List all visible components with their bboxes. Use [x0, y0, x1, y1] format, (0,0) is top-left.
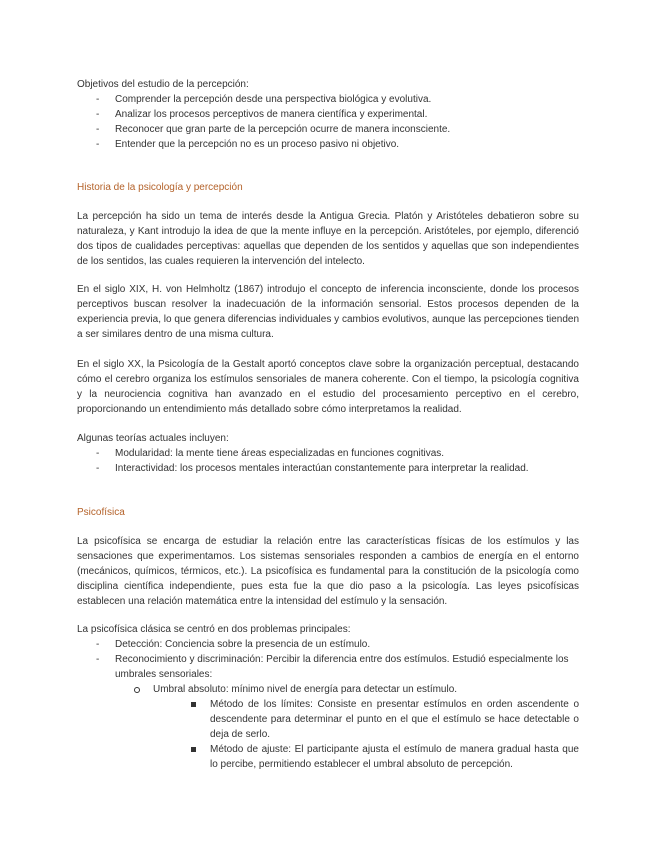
methods-list: [153, 697, 579, 772]
list-item: - Analizar los procesos perceptivos de manera científica y experimental.: [77, 107, 579, 122]
list-item: Método de los límites: Consiste en presentar estímulos en orden ascendente o descendente para determinar el punto en el que el estímulo se hace detectable o deja de serlo.: [191, 697, 579, 742]
paragraph: La percepción ha sido un tema de interés desde la Antigua Grecia. Platón y Aristóteles debatieron sobre su naturaleza, y Kant introdujo la idea de que la mente influye en la percepción. Aristóteles, por ejemplo, diferenció dos tipos de cualidades perceptivas: aquellas que dependen de los sentidos y aquellas que son independientes de los sentidos, las cuales requieren la intervención del intelecto.: [77, 211, 579, 267]
paragraph: En el siglo XX, la Psicología de la Gestalt aportó conceptos clave sobre la organización perceptual, destacando cómo el cerebro organiza los estímulos sensoriales de manera coherente. Con el tiempo, la psicología cognitiva y la neurociencia cognitiva han avanzado en el estudio del procesamiento perceptivo en el cerebro, proporcionando un entendimiento más detallado sobre cómo interpretamos la realidad.: [77, 359, 579, 415]
problems-section: [77, 622, 579, 772]
history-paragraph-2: [77, 282, 579, 342]
list-item: - Modularidad: la mente tiene áreas especializadas en funciones cognitivas.: [77, 446, 579, 461]
psychophysics-heading-block: [77, 505, 579, 520]
psychophysics-paragraph: [77, 534, 579, 609]
threshold-text: Umbral absoluto: mínimo nivel de energía para detectar un estímulo.: [153, 684, 458, 695]
history-paragraph-1: [77, 209, 579, 269]
theories-intro: Algunas teorías actuales incluyen:: [77, 433, 229, 444]
list-item: - Entender que la percepción no es un proceso pasivo ni objetivo.: [77, 137, 579, 152]
section-heading: Historia de la psicología y percepción: [77, 182, 243, 193]
paragraph: La psicofísica se encarga de estudiar la relación entre las características físicas de los estímulos y las sensaciones que experimentamos. Los sistemas sensoriales responden a cambios de energía en el entorno (mecánicos, químicos, térmicos, etc.). La psicofísica es fundamental para la constitución de la psicología como disciplina científica independiente, pues esta fue la que dio paso a la psicología. Las leyes psicofísicas establecen una relación matemática entre la intensidad del estímulo y la sensación.: [77, 536, 579, 607]
theories-section: [77, 431, 579, 476]
section-heading: Psicofísica: [77, 507, 125, 518]
list-item: - Reconocer que gran parte de la percepción ocurre de manera inconsciente.: [77, 122, 579, 137]
list-item: Método de ajuste: El participante ajusta el estímulo de manera gradual hasta que lo percibe, permitiendo establecer el umbral absoluto de percepción.: [191, 742, 579, 772]
objectives-intro: Objetivos del estudio de la percepción:: [77, 79, 249, 90]
list-item: [115, 682, 579, 772]
objectives-section: [77, 77, 579, 152]
list-item: - Reconocimiento y discriminación: Percibir la diferencia entre dos estímulos. Estudió especialmente los umbrales sensoriales:: [77, 652, 579, 682]
history-heading-block: [77, 180, 579, 195]
list-item: - Interactividad: los procesos mentales interactúan constantemente para interpretar la realidad.: [77, 461, 579, 476]
problems-list: [77, 637, 579, 682]
threshold-list: [77, 682, 579, 772]
paragraph: En el siglo XIX, H. von Helmholtz (1867) introdujo el concepto de inferencia inconsciente, donde los procesos perceptivos buscan resolver la inadecuación de la información sensorial. Estos procesos dependen de la experiencia previa, lo que genera diferencias individuales y cambios evolutivos, aunque las percepciones tienden a ser similares dentro de una misma cultura.: [77, 284, 579, 340]
theories-list: [77, 446, 579, 476]
list-item: - Comprender la percepción desde una perspectiva biológica y evolutiva.: [77, 92, 579, 107]
history-paragraph-3: [77, 357, 579, 417]
list-item: - Detección: Conciencia sobre la presencia de un estímulo.: [77, 637, 579, 652]
objectives-list: [77, 92, 579, 152]
problems-intro: La psicofísica clásica se centró en dos problemas principales:: [77, 624, 351, 635]
